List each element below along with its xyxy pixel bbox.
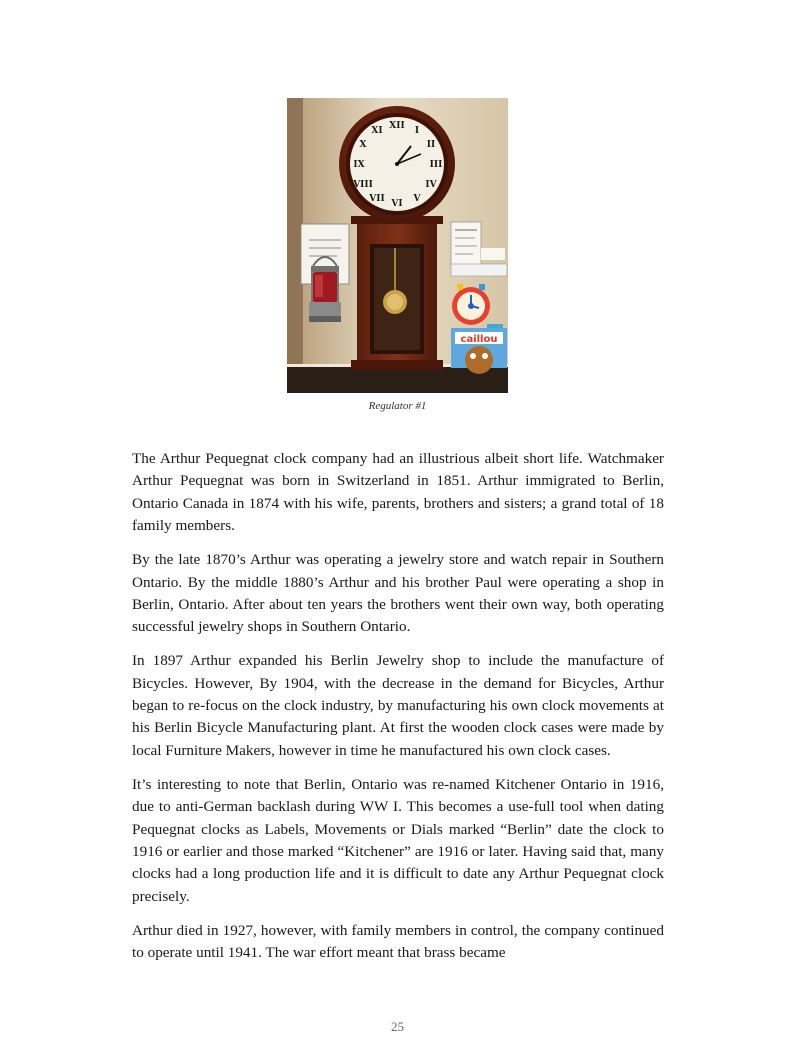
svg-text:VIII: VIII [353,180,373,190]
toy-box-label: caillou [460,334,498,345]
paragraph: It’s interesting to note that Berlin, Ontario was re-named Kitchener Ontario in 1916, due to anti-German backlash during WW I. This becomes a use-full tool when dating Pequegnat clocks as Labels, Movements or Dials marked “Berlin” date the clock to 1916 or earlier and those marked “Kitchener” are 1916 or later. Having said that, many clocks had a long production life and it is difficult to date any Arthur Pequegnat clock precisely. [132,775,664,905]
svg-text:VII: VII [369,194,385,204]
svg-text:XI: XI [371,126,383,136]
page-number: 25 [391,1019,404,1034]
svg-text:XII: XII [389,121,405,131]
paragraph: In 1897 Arthur expanded his Berlin Jewelry shop to include the manufacture of Bicycles. However, By 1904, with the decrease in the demand for Bicycles, Arthur began to re-focus on the clock industry, by manufacturing his own clock movements at his Berlin Bicycle Manufacturing plant. At first the wooden clock cases were made by local Furniture Makers, however in time he manufactured his own clock cases. [132,652,664,759]
svg-text:V: V [413,194,421,204]
figure-caption: Regulator #1 [368,400,427,412]
regulator-clock-photo [287,98,508,393]
svg-text:I: I [414,126,420,136]
svg-text:II: II [426,140,436,150]
svg-text:IV: IV [425,180,437,190]
paragraph: By the late 1870’s Arthur was operating a jewelry store and watch repair in Southern Ontario. By the middle 1880’s Arthur and his brother Paul were operating a shop in Berlin, Ontario. After about ten years the brothers went their own way, both operating successful jewelry shops in Southern Ontario. [132,551,664,636]
paragraph: The Arthur Pequegnat clock company had an illustrious albeit short life. Watchmaker Arthur Pequegnat was born in Switzerland in 1851. Arthur immigrated to Berlin, Ontario Canada in 1874 with his wife, parents, brothers and sisters; a grand total of 18 family members. [132,450,664,535]
svg-text:VI: VI [391,199,403,209]
svg-text:IX: IX [353,160,365,170]
svg-text:III: III [429,160,443,170]
svg-text:X: X [359,140,367,150]
article-body [132,448,664,976]
paragraph: Arthur died in 1927, however, with family members in control, the company continued to operate until 1941. The war effort meant that brass became [132,921,664,962]
